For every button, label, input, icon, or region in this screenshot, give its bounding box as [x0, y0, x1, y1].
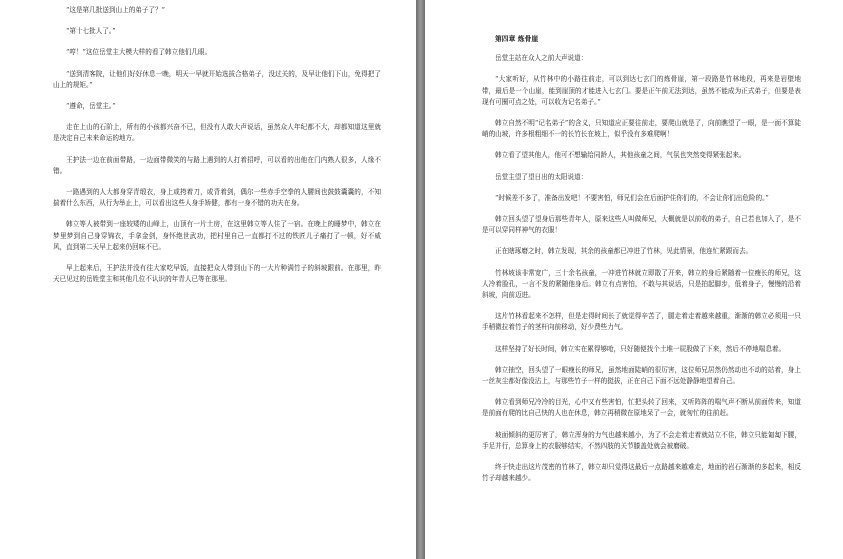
paragraph: 韩立自然不明“记名弟子”的含义，只知道应正要往前走，要爬山就是了，向前瞧望了一眼，是一面不算陡峭的山坡，许多根粗细不一的长竹长在坡上，似乎没有多难爬啊！ — [482, 119, 801, 139]
paragraph: 岳堂主站在众人之前大声说道： — [495, 54, 588, 63]
paragraph: 终于快走出这片茂密的竹林了，韩立却只觉得这最后一点路越来越难走，地面的岩石渐渐的多起来，相反竹子却越来越少。 — [482, 463, 801, 483]
left-page — [0, 0, 416, 559]
paragraph: “送到清客院，让他们好好休息一晚，明天一早就开始选拔合格弟子，没过关的，及早让他们下山，免得把了山上的规矩。” — [53, 69, 381, 89]
paragraph: 岳堂主望了望日出的太阳说道： — [495, 172, 588, 181]
paragraph: “时候差不多了，准备出发吧！不要害怕，师兄们会在后面护住你们的，不会让你们出危险的。” — [495, 193, 769, 202]
paragraph: 正在瞎琢磨之时，韩立发现，其余的孩童都已冲进了竹林，见此情景，他连忙紧跟而去。 — [495, 247, 753, 256]
paragraph: 这片竹林看起来不怎样，但是走得时间长了就觉得辛苦了，腿走着走着越来越重，渐渐的韩立必须用一只手稍微拉着竹子的茎杆向前移动，好少费些力气。 — [482, 312, 801, 332]
right-page — [425, 0, 843, 559]
paragraph: 一路遇到的人大都身穿青缎衣，身上或挎着刀，或背着剑，偶尔一些赤手空拳的人腰间也鼓鼓囊囊的，不知揣着什么东西，从行为举止上，可以看出这些人身手矫健，都有一身不错的功夫在身。 — [53, 188, 381, 208]
paragraph: 韩立看了望其他人，他可不想输给同龄人，其他孩童之间，气氛也突然变得紧张起来。 — [495, 151, 746, 160]
chapter-title: 第四章 炼骨崖 — [495, 35, 539, 43]
paragraph: “第十七批人了。” — [66, 27, 116, 36]
paragraph: 韩立抽空，回头望了一眼瘦长的师兄，虽然地面陡峭的很厉害，这位师兄居然仍然动也不动的站着，身上一丝灰尘都好像没沾上，与那些竹子一样的挺拔，正在自己下面不远处静静地望着自己。 — [482, 365, 801, 386]
paragraph: 这样坚持了好长时间，韩立实在累得够呛，只好随便找个土堆一屁股做了下来，然后不停地喘息着。 — [495, 344, 786, 353]
page-gutter — [416, 0, 425, 559]
paragraph: 坡面倾斜的更厉害了，韩立浑身的力气也越来越小，为了不会走着走着就站立不住，韩立只能匍匐下腰，手足并行，总算身上的衣服够结实，不然四肢的关节膝盖处就会被磨破。 — [482, 430, 801, 450]
paragraph: 韩立回头望了望身后那些青年人，原来这些人叫做师兄，大概就是以前收的弟子，自己若也加入了，是不是可以穿同样神气的衣服！ — [482, 215, 801, 235]
paragraph: “这是第几批送到山上的弟子了？” — [66, 6, 166, 14]
paragraph: “哼！”这位岳堂主大模大样的看了韩立他们几眼。 — [66, 48, 212, 57]
paragraph: 早上起来后，王护法并没有往大家吃早饭，直接把众人带到山下的一大片种满竹子的斜坡跟前。在那里，昨天已见过的岳姓堂主和其他几位不认识的年青人已等在那里。 — [53, 264, 381, 284]
paragraph: 韩立等人被带到一座较矮的山峰上，山顶有一片土房，在这里韩立等人住了一宿。在晚上的睡梦中，韩立在梦里梦到自己身穿锦衣，手拿金剑，身怀绝世武功，把村里自己一直都打不过的铁匠儿子痛打了一顿，好不威风，直到第二天早上起来仍回味不已。 — [53, 220, 381, 251]
paragraph: “遵命，岳堂主。” — [66, 102, 116, 111]
paragraph: 韩立看到师兄冷冷的目光，心中又有些害怕，忙把头转了回来，又听阵阵的喘气声不断从前面传来，知道是前面有爬的比自己快的人也在休息，韩立再稍微在原地呆了一会，就匆忙的往前赶。 — [482, 398, 801, 418]
paragraph: “大家听好，从竹林中的小路往前走，可以到达七玄门的炼骨崖，第一段路是竹林地段，再来是岩壁地带，最后是一个山崖，能到崖顶的才能进入七玄门。要是正午前无法到达，虽然不能成为正式弟子，但要是表现有可圈可点之处，可以收为记名弟子。” — [482, 75, 801, 106]
paragraph: 竹林坡该非常宽广，三十余名孩童，一冲进竹林就立即散了开来，韩立的身后紧随着一位瘦长的师兄，这人冷着脸孔，一言不发的紧随他身后。韩立有点害怕，不敢与其说话，只是拍起脚步，低着身子，慢慢的沿着斜坡，向前迈进。 — [482, 268, 801, 300]
paragraph: 王护法一边在前面带路，一边面带微笑的与路上遇到的人打着招呼，可以看的出他在门内熟人很多，人缘不错。 — [53, 155, 381, 175]
paragraph: 走在上山的石阶上，所有的小孩都兴奋不已，但没有人敢大声说话，虽然众人年纪都不大，却都知道这里就是决定自己未来命运的地方。 — [53, 123, 381, 143]
